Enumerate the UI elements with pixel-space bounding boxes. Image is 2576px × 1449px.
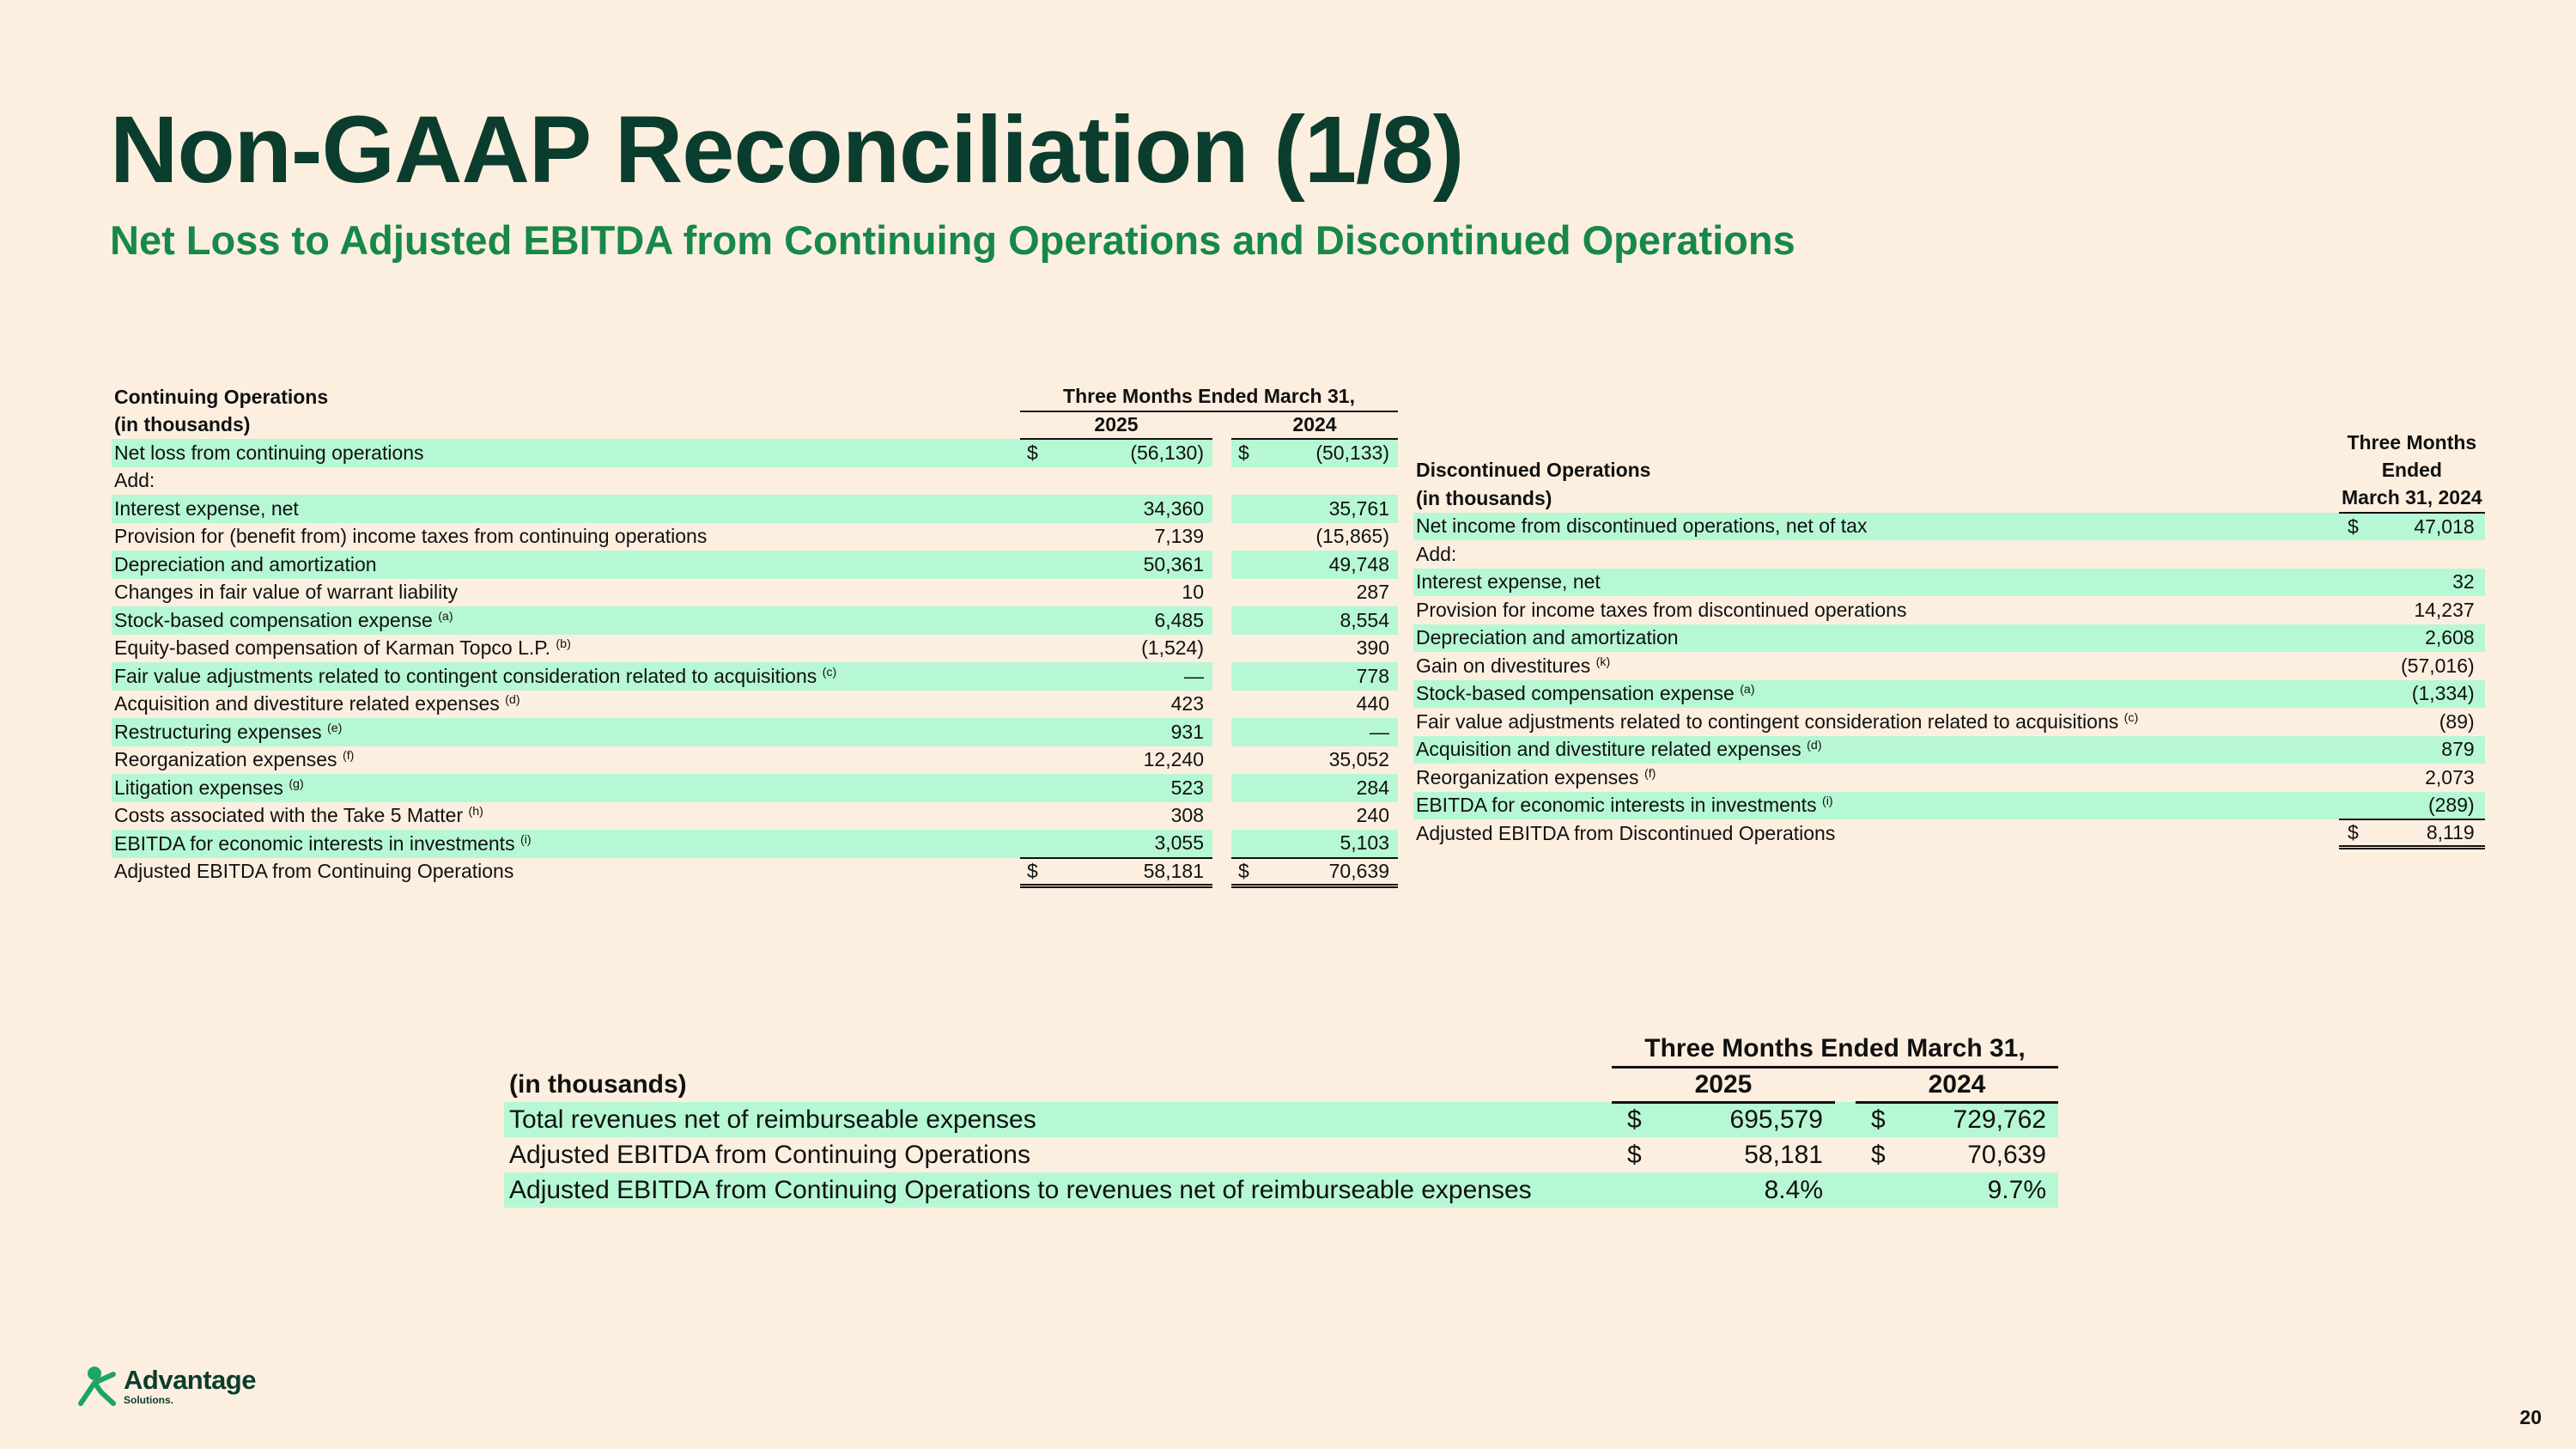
row-label-cell — [112, 774, 1020, 802]
currency-cell — [2339, 540, 2371, 569]
row-label: Acquisition and divestiture related expenses — [114, 692, 500, 715]
value-2024: (289) — [2371, 792, 2484, 820]
row-label-cell — [1413, 680, 2339, 709]
value-2025: 58,181 — [1744, 1140, 1823, 1169]
continuing-units: (in thousands) — [114, 413, 251, 436]
value-2024 — [2371, 540, 2484, 569]
row-label-cell — [112, 802, 1020, 831]
margin-units: (in thousands) — [509, 1069, 687, 1099]
currency-cell — [1231, 579, 1259, 607]
footnote-marker: (h) — [468, 805, 483, 819]
column-gap — [1212, 551, 1231, 579]
row-label-cell — [1413, 569, 2339, 597]
row-label: Restructuring expenses — [114, 720, 322, 743]
row-label-cell — [112, 718, 1020, 746]
continuing-total-2024: 70,639 — [1259, 858, 1398, 886]
discontinued-period-header-1: Three Months — [2347, 430, 2477, 454]
row-label-cell — [1413, 596, 2339, 624]
discontinued-period-header-2: Ended — [2381, 459, 2442, 482]
currency-cell — [1231, 718, 1259, 746]
page-subtitle: Net Loss to Adjusted EBITDA from Continuing Operations and Discontinued Operations — [110, 217, 1795, 263]
row-label-cell — [112, 635, 1020, 663]
value-2025: 12,240 — [1143, 748, 1204, 771]
table-row — [112, 662, 1398, 691]
row-label: Depreciation and amortization — [114, 552, 377, 575]
currency-cell — [2339, 569, 2371, 597]
value-2025: 308 — [1170, 804, 1204, 827]
column-gap — [1212, 774, 1231, 802]
table-row — [112, 635, 1398, 663]
footnote-marker: (a) — [438, 609, 453, 624]
currency-cell — [1020, 830, 1048, 858]
currency-cell — [1020, 718, 1048, 746]
column-gap — [1212, 579, 1231, 607]
value-2025: 10 — [1182, 581, 1204, 604]
continuing-total-row — [112, 858, 1398, 886]
value-2025: 695,579 — [1648, 1102, 1835, 1137]
currency-cell — [1020, 691, 1048, 719]
currency-cell — [2339, 624, 2371, 653]
currency-cell — [1231, 606, 1259, 635]
row-label-cell — [1413, 624, 2339, 653]
row-label-cell — [112, 691, 1020, 719]
currency-cell — [2339, 736, 2371, 764]
currency-cell — [1231, 551, 1259, 579]
row-label-cell — [1413, 652, 2339, 680]
value-2025: 523 — [1048, 774, 1212, 802]
table-row — [504, 1102, 2058, 1137]
value-2024: 2,073 — [2425, 765, 2475, 788]
column-gap — [1212, 802, 1231, 831]
row-label: Interest expense, net — [114, 496, 299, 520]
row-label-cell — [1413, 513, 2339, 541]
value-2024 — [1259, 467, 1398, 496]
table-row — [112, 439, 1398, 467]
table-row — [1413, 736, 2485, 764]
value-2024: 284 — [1259, 774, 1398, 802]
row-label: Fair value adjustments related to contingent consideration related to acquisitions — [114, 664, 817, 687]
currency-cell: $ — [2339, 513, 2371, 541]
table-row — [112, 718, 1398, 746]
currency-cell — [1612, 1172, 1648, 1208]
row-label: Provision for (benefit from) income taxes from continuing operations — [114, 525, 708, 548]
discontinued-units: (in thousands) — [1416, 486, 1552, 509]
row-label-cell — [112, 551, 1020, 579]
value-2025: 931 — [1048, 718, 1212, 746]
column-gap — [1835, 1102, 1856, 1137]
table-row — [112, 467, 1398, 496]
value-2024: 70,639 — [1967, 1140, 2046, 1169]
column-gap — [1212, 439, 1231, 467]
currency-cell — [1231, 662, 1259, 691]
table-row — [112, 802, 1398, 831]
column-gap — [1212, 606, 1231, 635]
value-2024: 47,018 — [2371, 513, 2484, 541]
currency-cell — [1020, 802, 1048, 831]
row-label: Interest expense, net — [1416, 570, 1601, 594]
row-label-cell — [1413, 708, 2339, 736]
table-row — [112, 774, 1398, 802]
row-label-cell — [1413, 792, 2339, 820]
currency-cell — [2339, 764, 2371, 792]
footnote-marker: (b) — [556, 637, 571, 652]
table-row — [112, 606, 1398, 635]
column-gap — [1212, 718, 1231, 746]
currency-cell: $ — [1231, 439, 1259, 467]
footnote-marker: (c) — [822, 665, 837, 679]
margin-col-2025: 2025 — [1612, 1067, 1835, 1102]
value-2024: 287 — [1356, 581, 1389, 604]
discontinued-total-row — [1413, 819, 2485, 848]
table-row — [504, 1172, 2058, 1208]
currency-cell — [1020, 467, 1048, 496]
currency-cell — [1020, 662, 1048, 691]
discontinued-total-value: 8,119 — [2371, 819, 2484, 848]
page-title: Non-GAAP Reconciliation (1/8) — [110, 97, 1464, 203]
value-2025: 34,360 — [1048, 495, 1212, 523]
column-gap — [1212, 830, 1231, 858]
column-gap — [1212, 662, 1231, 691]
value-2025: 3,055 — [1048, 830, 1212, 858]
row-label-cell — [112, 467, 1020, 496]
page-number: 20 — [2519, 1406, 2542, 1428]
footnote-marker: (e) — [327, 721, 343, 735]
column-gap — [1212, 495, 1231, 523]
currency-cell — [2339, 596, 2371, 624]
currency-cell: $ — [1612, 1102, 1648, 1137]
row-label-cell — [112, 746, 1020, 775]
table-row — [1413, 569, 2485, 597]
value-2024: 9.7% — [1892, 1172, 2058, 1208]
row-label: Acquisition and divestiture related expenses — [1416, 738, 1801, 761]
row-label: Provision for income taxes from discontinued operations — [1416, 598, 1907, 621]
currency-cell — [2339, 792, 2371, 820]
table-row — [1413, 540, 2485, 569]
currency-cell — [1231, 467, 1259, 496]
table-row — [112, 691, 1398, 719]
footnote-marker: (k) — [1595, 654, 1611, 669]
row-label: EBITDA for economic interests in investments — [1416, 794, 1817, 817]
value-2024: (57,016) — [2401, 654, 2475, 677]
value-2024: (1,334) — [2371, 680, 2484, 709]
footnote-marker: (d) — [1807, 739, 1822, 753]
currency-cell — [1020, 551, 1048, 579]
currency-cell — [2339, 652, 2371, 680]
discontinued-heading: Discontinued Operations — [1416, 459, 1651, 482]
value-2024: 2,608 — [2371, 624, 2484, 653]
currency-cell — [1231, 495, 1259, 523]
discontinued-operations-table — [1413, 429, 2485, 849]
value-2025: 7,139 — [1154, 525, 1204, 548]
footnote-marker: (i) — [519, 832, 532, 847]
value-2024: (50,133) — [1259, 439, 1398, 467]
currency-cell — [1020, 774, 1048, 802]
discontinued-total-label: Adjusted EBITDA from Discontinued Operations — [1416, 821, 1836, 844]
row-label: Litigation expenses — [114, 776, 283, 799]
currency-cell: $ — [1627, 1140, 1642, 1169]
currency-cell — [1231, 635, 1259, 663]
row-label: Changes in fair value of warrant liability — [114, 581, 459, 604]
currency-cell — [1231, 523, 1259, 551]
value-2025: 6,485 — [1048, 606, 1212, 635]
currency-cell — [1020, 746, 1048, 775]
table-row — [1413, 652, 2485, 680]
column-gap — [1212, 691, 1231, 719]
table-row — [1413, 708, 2485, 736]
currency-cell — [1020, 523, 1048, 551]
ebitda-margin-table — [504, 1032, 2058, 1208]
value-2024: 879 — [2371, 736, 2484, 764]
currency-cell — [2339, 680, 2371, 709]
value-2024: 14,237 — [2414, 598, 2475, 621]
currency-cell — [1020, 579, 1048, 607]
row-label-cell — [1413, 540, 2339, 569]
currency-symbol: $ — [1020, 858, 1048, 886]
value-2024: (89) — [2439, 709, 2475, 733]
value-2025: (56,130) — [1048, 439, 1212, 467]
row-label-cell — [112, 830, 1020, 858]
value-2024: 49,748 — [1259, 551, 1398, 579]
continuing-total-label: Adjusted EBITDA from Continuing Operations — [114, 860, 514, 883]
value-2024: 8,554 — [1259, 606, 1398, 635]
row-label: Total revenues net of reimburseable expenses — [504, 1102, 1612, 1137]
row-label: Add: — [114, 469, 155, 492]
logo-name: Advantage — [124, 1364, 256, 1395]
footnote-marker: (a) — [1740, 683, 1755, 697]
currency-cell — [1231, 830, 1259, 858]
table-row — [1413, 624, 2485, 653]
row-label: Reorganization expenses — [114, 748, 337, 771]
row-label: Net loss from continuing operations — [114, 441, 424, 464]
value-2024: 729,762 — [1892, 1102, 2058, 1137]
table-row — [112, 579, 1398, 607]
value-2024: 5,103 — [1259, 830, 1398, 858]
footnote-marker: (g) — [289, 776, 304, 791]
value-2025: 8.4% — [1648, 1172, 1835, 1208]
continuing-period-header: Three Months Ended March 31, — [1020, 383, 1398, 411]
row-label-cell — [112, 523, 1020, 551]
row-label: EBITDA for economic interests in investments — [114, 831, 515, 855]
table-row — [1413, 764, 2485, 792]
row-label-cell — [112, 439, 1020, 467]
currency-symbol: $ — [2339, 819, 2371, 848]
currency-cell — [1020, 606, 1048, 635]
value-2024: 35,761 — [1259, 495, 1398, 523]
currency-cell — [1020, 495, 1048, 523]
footnote-marker: (c) — [2123, 710, 2139, 725]
advantage-logo — [76, 1364, 256, 1407]
continuing-col-2024: 2024 — [1231, 411, 1398, 440]
value-2024: 390 — [1356, 636, 1389, 660]
value-2024: 440 — [1356, 692, 1389, 715]
table-row — [1413, 513, 2485, 541]
row-label: Fair value adjustments related to contingent consideration related to acquisitions — [1416, 709, 2119, 733]
value-2024: 778 — [1259, 662, 1398, 691]
logo-sub: Solutions. — [124, 1393, 173, 1406]
currency-symbol: $ — [1231, 858, 1259, 886]
column-gap — [1212, 467, 1231, 496]
table-row — [1413, 792, 2485, 820]
currency-cell — [1020, 635, 1048, 663]
table-row — [1413, 596, 2485, 624]
footnote-marker: (f) — [1643, 766, 1656, 781]
row-label: Stock-based compensation expense — [114, 608, 433, 631]
currency-cell — [1231, 802, 1259, 831]
row-label-cell — [1413, 736, 2339, 764]
currency-cell — [2339, 708, 2371, 736]
footnote-marker: (f) — [342, 749, 355, 764]
column-gap — [1835, 1172, 1856, 1208]
margin-period-header: Three Months Ended March 31, — [1612, 1032, 2058, 1067]
row-label: Net income from discontinued operations, net of tax — [1416, 514, 1868, 538]
value-2024: 240 — [1356, 804, 1389, 827]
advantage-logo-mark-icon — [76, 1364, 118, 1407]
table-row — [1413, 680, 2485, 709]
footnote-marker: (i) — [1821, 795, 1833, 809]
table-row — [112, 523, 1398, 551]
margin-col-2024: 2024 — [1856, 1067, 2058, 1102]
discontinued-period-header-3: March 31, 2024 — [2339, 484, 2485, 513]
table-row — [504, 1137, 2058, 1172]
value-2024: 32 — [2371, 569, 2484, 597]
currency-cell — [1231, 746, 1259, 775]
value-2025: (1,524) — [1141, 636, 1204, 660]
column-gap — [1212, 523, 1231, 551]
currency-cell — [1231, 691, 1259, 719]
continuing-total-2025: 58,181 — [1048, 858, 1212, 886]
table-row — [112, 495, 1398, 523]
row-label-cell — [112, 495, 1020, 523]
row-label-cell — [1413, 764, 2339, 792]
row-label: Depreciation and amortization — [1416, 626, 1679, 649]
value-2025: 423 — [1170, 692, 1204, 715]
column-gap — [1835, 1137, 1856, 1172]
row-label: Adjusted EBITDA from Continuing Operations to revenues net of reimburseable expenses — [504, 1172, 1612, 1208]
row-label: Gain on divestitures — [1416, 654, 1591, 677]
column-gap — [1212, 746, 1231, 775]
table-row — [112, 746, 1398, 775]
value-2025: — — [1048, 662, 1212, 691]
continuing-col-2025: 2025 — [1020, 411, 1212, 440]
row-label: Stock-based compensation expense — [1416, 682, 1735, 705]
continuing-operations-table — [112, 383, 1398, 888]
row-label: Reorganization expenses — [1416, 765, 1639, 788]
footnote-marker: (d) — [505, 693, 520, 708]
currency-cell — [1231, 774, 1259, 802]
currency-cell: $ — [1871, 1140, 1886, 1169]
currency-cell: $ — [1020, 439, 1048, 467]
row-label: Costs associated with the Take 5 Matter — [114, 804, 464, 827]
row-label: Adjusted EBITDA from Continuing Operations — [509, 1140, 1030, 1169]
continuing-heading: Continuing Operations — [114, 385, 329, 408]
row-label: Add: — [1416, 542, 1457, 565]
value-2025: 50,361 — [1048, 551, 1212, 579]
column-gap — [1212, 635, 1231, 663]
table-row — [112, 551, 1398, 579]
value-2024: (15,865) — [1315, 525, 1389, 548]
row-label: Equity-based compensation of Karman Topco L.P. — [114, 636, 551, 660]
currency-cell: $ — [1856, 1102, 1892, 1137]
row-label-cell — [112, 606, 1020, 635]
value-2024: 35,052 — [1328, 748, 1389, 771]
value-2025 — [1048, 467, 1212, 496]
row-label-cell — [112, 662, 1020, 691]
table-row — [112, 830, 1398, 858]
value-2024: — — [1259, 718, 1398, 746]
currency-cell — [1856, 1172, 1892, 1208]
row-label-cell — [112, 579, 1020, 607]
